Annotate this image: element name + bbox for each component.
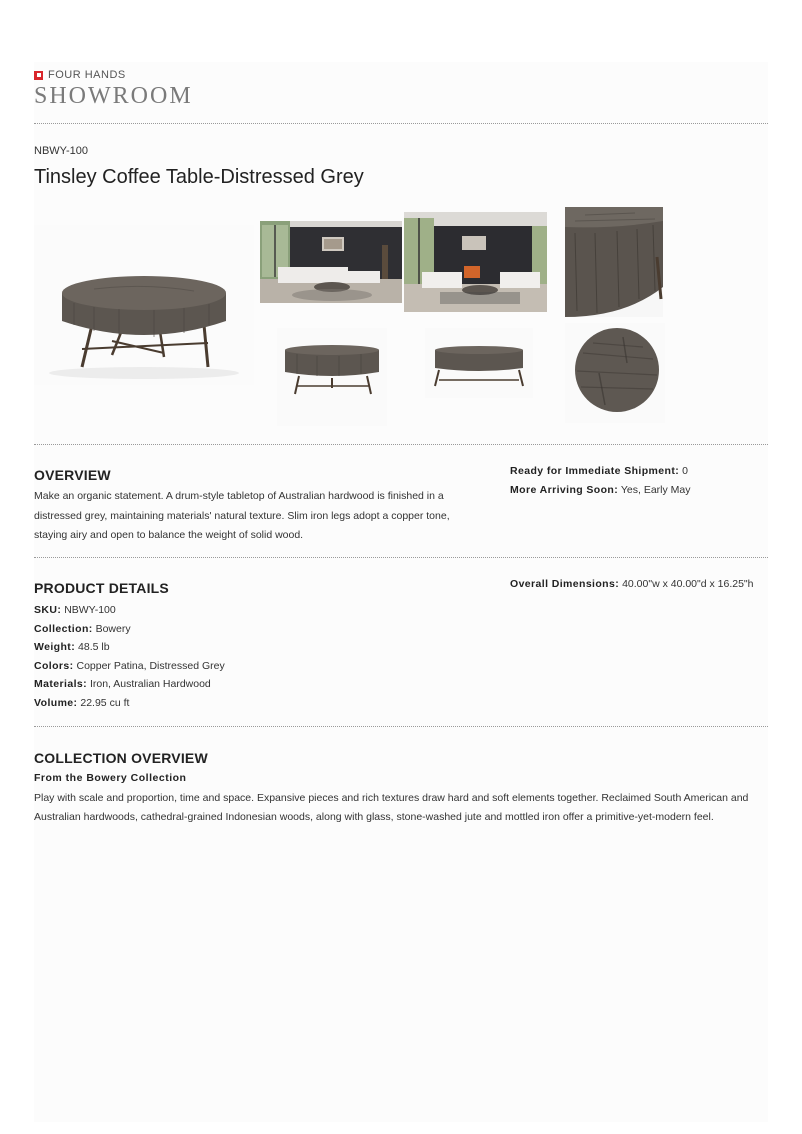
ready-shipment-value: 0 (682, 465, 688, 477)
arriving-soon-value: Yes, Early May (620, 484, 691, 496)
detail-value: NBWY-100 (64, 604, 116, 616)
collection-heading: COLLECTION OVERVIEW (34, 750, 208, 766)
detail-value: 22.95 cu ft (80, 696, 130, 709)
detail-row-weight (34, 638, 225, 657)
detail-row-volume (34, 694, 225, 713)
brand-name: FOUR HANDS (48, 69, 126, 81)
side-view-image-1[interactable] (277, 328, 387, 426)
living-room-photo-2[interactable] (404, 212, 547, 312)
top-view-image[interactable] (565, 323, 665, 423)
dimensions-row (510, 575, 754, 594)
collection-text: Play with scale and proportion, time and space. Expansive pieces and rich textures draw hard and soft elements together. Reclaimed South American and Australian hardwoods, cathedral-grained Indonesian woods, along with glass, stone-washed jute and mottled iron offer a primitive-yet-modern feel. (34, 792, 749, 823)
product-details-heading: PRODUCT DETAILS (34, 580, 169, 596)
room-scene-icon (260, 221, 402, 303)
dimensions-label: Overall Dimensions: (510, 578, 620, 590)
arriving-soon-row (510, 481, 691, 500)
availability-info (510, 462, 691, 500)
main-product-image[interactable] (34, 225, 254, 385)
collection-subheading: From the Bowery Collection (34, 772, 187, 784)
wood-closeup-icon (565, 207, 663, 317)
divider (34, 557, 768, 558)
detail-row-collection (34, 620, 225, 639)
detail-value: Iron, Australian Hardwood (89, 678, 211, 691)
living-room-photo-1[interactable] (260, 221, 402, 303)
ready-shipment-label: Ready for Immediate Shipment: (510, 465, 680, 477)
brand-square-icon (34, 71, 43, 80)
divider (34, 444, 768, 445)
detail-label: Colors: (34, 659, 74, 672)
detail-label: Volume: (34, 696, 78, 709)
side-view-image-2[interactable] (425, 328, 533, 398)
round-drum-table-icon (425, 328, 533, 398)
arriving-soon-label: More Arriving Soon: (510, 484, 619, 496)
product-sku: NBWY-100 (34, 145, 89, 157)
closeup-edge-photo[interactable] (565, 207, 663, 317)
ready-shipment-row (510, 462, 691, 481)
product-title: Tinsley Coffee Table-Distressed Grey (34, 166, 364, 188)
detail-row-colors (34, 657, 225, 676)
round-top-icon (565, 323, 665, 423)
detail-label: Materials: (34, 678, 88, 691)
divider (34, 123, 768, 124)
round-drum-table-icon (277, 328, 387, 426)
room-scene-icon (404, 212, 547, 312)
divider (34, 726, 768, 727)
detail-value: 48.5 lb (78, 641, 110, 654)
detail-value: Bowery (95, 622, 131, 635)
product-details-list (34, 601, 225, 713)
brand-logo (34, 69, 126, 81)
dimensions-value: 40.00"w x 40.00"d x 16.25"h (622, 578, 754, 590)
brand-showroom: SHOWROOM (34, 83, 193, 109)
detail-label: Weight: (34, 641, 76, 654)
detail-label: Collection: (34, 622, 93, 635)
detail-label: SKU: (34, 604, 62, 616)
detail-value: Copper Patina, Distressed Grey (76, 659, 225, 672)
overview-heading: OVERVIEW (34, 467, 111, 483)
overview-text: Make an organic statement. A drum-style tabletop of Australian hardwood is finished in a distressed grey, maintaining materials' natural texture. Slim iron legs adopt a copper tone, staying airy and open to balance the weight of solid wood. (34, 490, 450, 541)
round-drum-table-icon (34, 225, 254, 385)
detail-row-sku (34, 601, 225, 620)
detail-row-materials (34, 675, 225, 694)
